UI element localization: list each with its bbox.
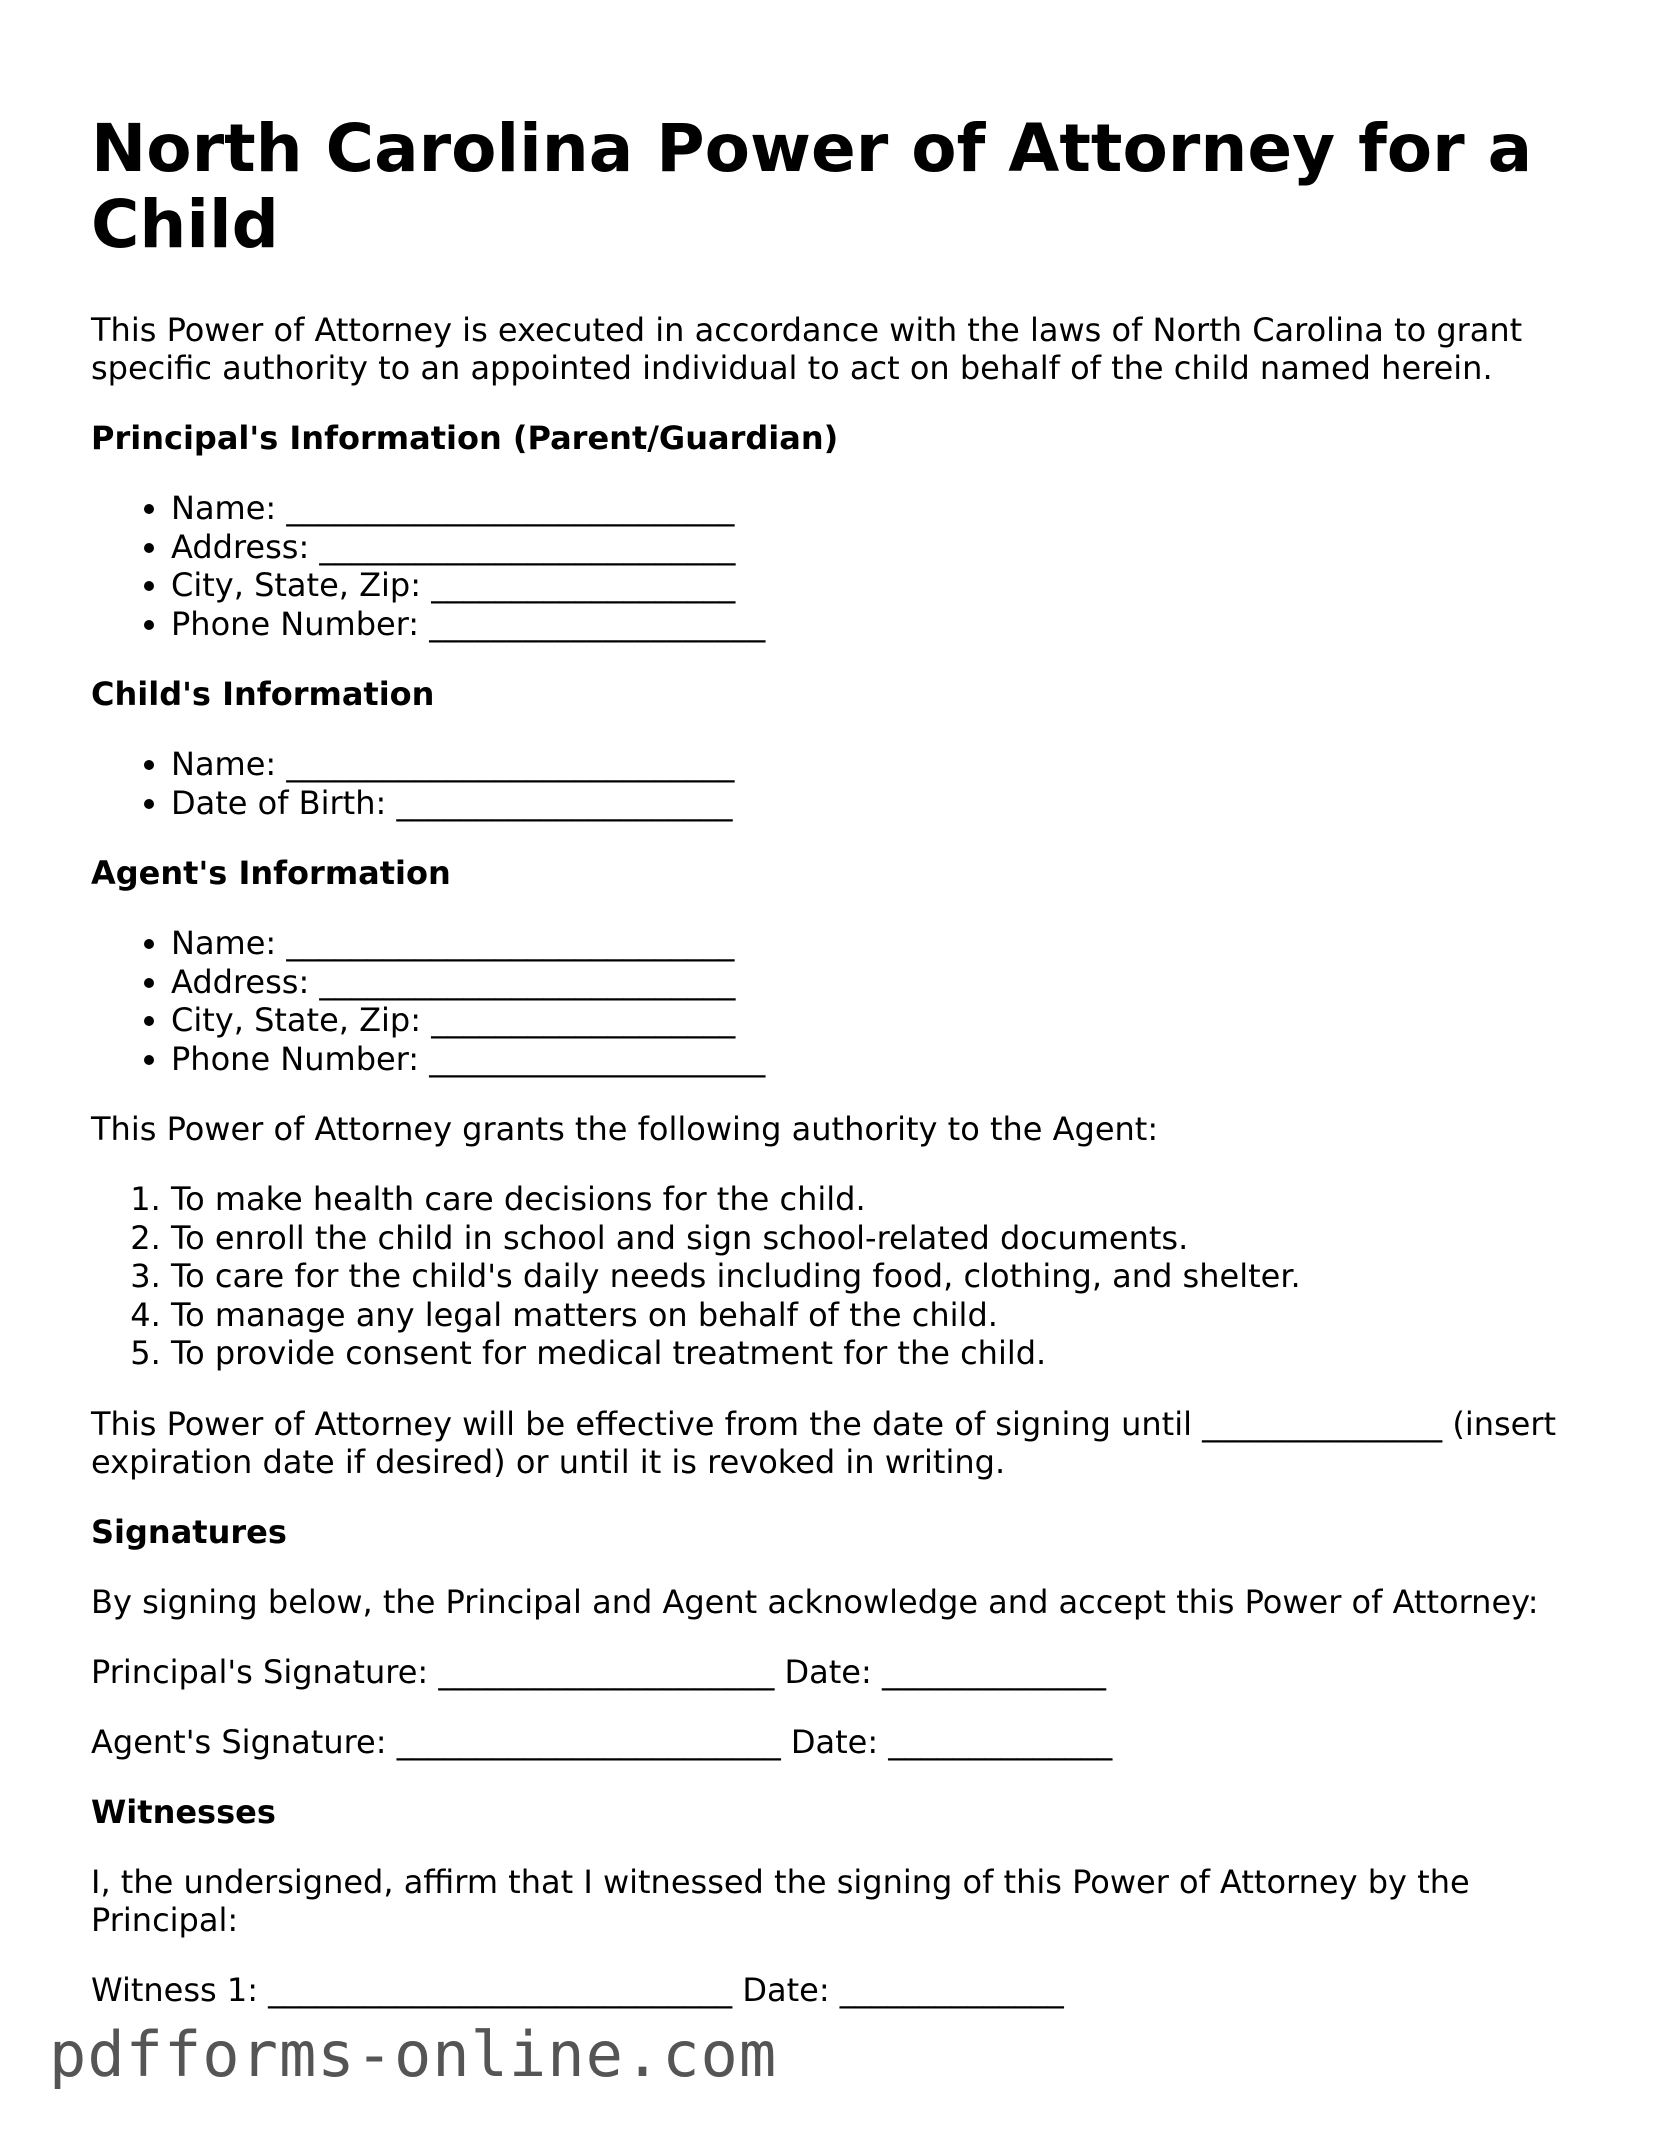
authority-intro: This Power of Attorney grants the following authority to the Agent: bbox=[91, 1110, 1159, 1148]
signatures-heading: Signatures bbox=[91, 1512, 287, 1551]
agent-phone-field[interactable]: • Phone Number: _____________________ bbox=[171, 1040, 1581, 1079]
intro-paragraph: This Power of Attorney is executed in accordance with the laws of North Carolina to grant specific authority to an appointed individual to act on behalf of the child named herein. bbox=[91, 311, 1523, 387]
document-page bbox=[91, 111, 1581, 2041]
child-fields bbox=[91, 745, 1581, 822]
document-title: North Carolina Power of Attorney for a Child bbox=[91, 110, 1533, 263]
principal-signature-line[interactable]: Principal's Signature: _____________________ Date: ______________ bbox=[91, 1652, 1106, 1691]
child-dob-field[interactable]: • Date of Birth: _____________________ bbox=[171, 784, 1581, 823]
witness-1-signature-line[interactable]: Witness 1: _____________________________ Date: ______________ bbox=[91, 1970, 1064, 2009]
principal-address-field[interactable]: • Address: __________________________ bbox=[171, 528, 1581, 567]
effective-paragraph[interactable]: This Power of Attorney will be effective from the date of signing until _______________ (insert expiration date if desired) or until it is revoked in writing. bbox=[91, 1404, 1557, 1481]
principal-fields bbox=[91, 489, 1581, 643]
agent-address-field[interactable]: • Address: __________________________ bbox=[171, 963, 1581, 1002]
principal-name-field[interactable]: • Name: ____________________________ bbox=[171, 489, 1581, 528]
agent-fields bbox=[91, 924, 1581, 1078]
authority-item: 5. To provide consent for medical treatment for the child. bbox=[171, 1334, 1581, 1373]
witnesses-heading: Witnesses bbox=[91, 1792, 276, 1831]
authority-item: 2. To enroll the child in school and sign school-related documents. bbox=[171, 1219, 1581, 1258]
child-name-field[interactable]: • Name: ____________________________ bbox=[171, 745, 1581, 784]
agent-city-field[interactable]: • City, State, Zip: ___________________ bbox=[171, 1001, 1581, 1040]
authority-item: 3. To care for the child's daily needs including food, clothing, and shelter. bbox=[171, 1257, 1581, 1296]
agent-name-field[interactable]: • Name: ____________________________ bbox=[171, 924, 1581, 963]
authority-item: 4. To manage any legal matters on behalf of the child. bbox=[171, 1296, 1581, 1335]
witnesses-intro: I, the undersigned, affirm that I witnessed the signing of this Power of Attorney by the Principal: bbox=[91, 1862, 1470, 1939]
agent-signature-line[interactable]: Agent's Signature: ________________________ Date: ______________ bbox=[91, 1722, 1113, 1761]
principal-heading: Principal's Information (Parent/Guardian) bbox=[91, 419, 839, 457]
agent-heading: Agent's Information bbox=[91, 854, 451, 892]
watermark: pdfforms-online.com bbox=[49, 2018, 778, 2091]
authority-list bbox=[91, 1180, 1581, 1373]
authority-item: 1. To make health care decisions for the child. bbox=[171, 1180, 1581, 1219]
principal-city-field[interactable]: • City, State, Zip: ___________________ bbox=[171, 566, 1581, 605]
child-heading: Child's Information bbox=[91, 675, 435, 713]
signatures-intro: By signing below, the Principal and Agent acknowledge and accept this Power of Attorney: bbox=[91, 1582, 1539, 1621]
principal-phone-field[interactable]: • Phone Number: _____________________ bbox=[171, 605, 1581, 644]
